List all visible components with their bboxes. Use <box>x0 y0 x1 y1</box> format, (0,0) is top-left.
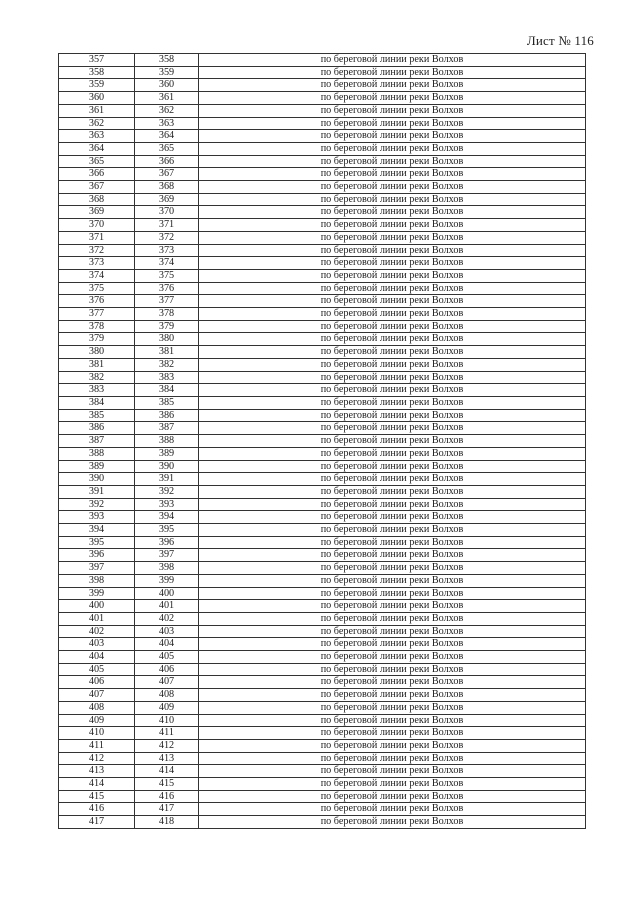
to-point-cell: 394 <box>135 511 199 524</box>
from-point-cell: 376 <box>59 295 135 308</box>
to-point-cell: 396 <box>135 536 199 549</box>
from-point-cell: 390 <box>59 473 135 486</box>
description-cell: по береговой линии реки Волхов <box>199 371 586 384</box>
to-point-cell: 361 <box>135 92 199 105</box>
table-row <box>59 269 586 282</box>
to-point-cell: 387 <box>135 422 199 435</box>
from-point-cell: 399 <box>59 587 135 600</box>
description-cell: по береговой линии реки Волхов <box>199 600 586 613</box>
to-point-cell: 414 <box>135 765 199 778</box>
from-point-cell: 373 <box>59 257 135 270</box>
table-row <box>59 320 586 333</box>
table-row <box>59 651 586 664</box>
from-point-cell: 374 <box>59 269 135 282</box>
table-row <box>59 155 586 168</box>
table-row <box>59 295 586 308</box>
description-cell: по береговой линии реки Волхов <box>199 54 586 67</box>
to-point-cell: 411 <box>135 727 199 740</box>
from-point-cell: 393 <box>59 511 135 524</box>
table-row <box>59 524 586 537</box>
table-row <box>59 358 586 371</box>
from-point-cell: 362 <box>59 117 135 130</box>
description-cell: по береговой линии реки Волхов <box>199 142 586 155</box>
to-point-cell: 359 <box>135 66 199 79</box>
to-point-cell: 380 <box>135 333 199 346</box>
from-point-cell: 408 <box>59 701 135 714</box>
description-cell: по береговой линии реки Волхов <box>199 346 586 359</box>
table-row <box>59 193 586 206</box>
table-row <box>59 701 586 714</box>
from-point-cell: 394 <box>59 524 135 537</box>
to-point-cell: 399 <box>135 574 199 587</box>
to-point-cell: 389 <box>135 447 199 460</box>
from-point-cell: 358 <box>59 66 135 79</box>
table-row <box>59 676 586 689</box>
to-point-cell: 397 <box>135 549 199 562</box>
description-cell: по береговой линии реки Волхов <box>199 193 586 206</box>
to-point-cell: 409 <box>135 701 199 714</box>
table-row <box>59 460 586 473</box>
from-point-cell: 413 <box>59 765 135 778</box>
from-point-cell: 396 <box>59 549 135 562</box>
to-point-cell: 417 <box>135 803 199 816</box>
description-cell: по береговой линии реки Волхов <box>199 181 586 194</box>
table-row <box>59 778 586 791</box>
table-row <box>59 498 586 511</box>
table-row <box>59 422 586 435</box>
sheet-number: Лист № 116 <box>526 33 594 48</box>
table-row <box>59 384 586 397</box>
from-point-cell: 401 <box>59 612 135 625</box>
to-point-cell: 412 <box>135 739 199 752</box>
description-cell: по береговой линии реки Волхов <box>199 651 586 664</box>
from-point-cell: 398 <box>59 574 135 587</box>
to-point-cell: 377 <box>135 295 199 308</box>
to-point-cell: 406 <box>135 663 199 676</box>
description-cell: по береговой линии реки Волхов <box>199 701 586 714</box>
to-point-cell: 410 <box>135 714 199 727</box>
table-row <box>59 485 586 498</box>
description-cell: по береговой линии реки Волхов <box>199 587 586 600</box>
description-cell: по береговой линии реки Волхов <box>199 612 586 625</box>
from-point-cell: 405 <box>59 663 135 676</box>
description-cell: по береговой линии реки Волхов <box>199 358 586 371</box>
from-point-cell: 416 <box>59 803 135 816</box>
table-row <box>59 92 586 105</box>
description-cell: по береговой линии реки Волхов <box>199 689 586 702</box>
to-point-cell: 382 <box>135 358 199 371</box>
description-cell: по береговой линии реки Волхов <box>199 231 586 244</box>
to-point-cell: 371 <box>135 219 199 232</box>
description-cell: по береговой линии реки Волхов <box>199 396 586 409</box>
table-row <box>59 536 586 549</box>
table-row <box>59 752 586 765</box>
description-cell: по береговой линии реки Волхов <box>199 562 586 575</box>
to-point-cell: 370 <box>135 206 199 219</box>
table-row <box>59 612 586 625</box>
from-point-cell: 412 <box>59 752 135 765</box>
table-row <box>59 625 586 638</box>
to-point-cell: 383 <box>135 371 199 384</box>
from-point-cell: 357 <box>59 54 135 67</box>
from-point-cell: 404 <box>59 651 135 664</box>
to-point-cell: 375 <box>135 269 199 282</box>
description-cell: по береговой линии реки Волхов <box>199 130 586 143</box>
description-cell: по береговой линии реки Волхов <box>199 473 586 486</box>
from-point-cell: 409 <box>59 714 135 727</box>
description-cell: по береговой линии реки Волхов <box>199 104 586 117</box>
description-cell: по береговой линии реки Волхов <box>199 752 586 765</box>
to-point-cell: 386 <box>135 409 199 422</box>
from-point-cell: 389 <box>59 460 135 473</box>
to-point-cell: 390 <box>135 460 199 473</box>
table-row <box>59 231 586 244</box>
to-point-cell: 418 <box>135 816 199 829</box>
to-point-cell: 376 <box>135 282 199 295</box>
table-row <box>59 638 586 651</box>
to-point-cell: 363 <box>135 117 199 130</box>
from-point-cell: 406 <box>59 676 135 689</box>
table-row <box>59 206 586 219</box>
table-row <box>59 79 586 92</box>
description-cell: по береговой линии реки Волхов <box>199 778 586 791</box>
to-point-cell: 400 <box>135 587 199 600</box>
table-row <box>59 142 586 155</box>
boundary-description-table <box>58 53 586 829</box>
from-point-cell: 372 <box>59 244 135 257</box>
description-cell: по береговой линии реки Волхов <box>199 320 586 333</box>
to-point-cell: 402 <box>135 612 199 625</box>
from-point-cell: 365 <box>59 155 135 168</box>
description-cell: по береговой линии реки Волхов <box>199 447 586 460</box>
from-point-cell: 361 <box>59 104 135 117</box>
description-cell: по береговой линии реки Волхов <box>199 269 586 282</box>
table-row <box>59 739 586 752</box>
table-row <box>59 765 586 778</box>
description-cell: по береговой линии реки Волхов <box>199 765 586 778</box>
from-point-cell: 371 <box>59 231 135 244</box>
from-point-cell: 415 <box>59 790 135 803</box>
description-cell: по береговой линии реки Волхов <box>199 117 586 130</box>
to-point-cell: 403 <box>135 625 199 638</box>
from-point-cell: 377 <box>59 308 135 321</box>
to-point-cell: 362 <box>135 104 199 117</box>
description-cell: по береговой линии реки Волхов <box>199 460 586 473</box>
description-cell: по береговой линии реки Волхов <box>199 155 586 168</box>
description-cell: по береговой линии реки Волхов <box>199 727 586 740</box>
to-point-cell: 384 <box>135 384 199 397</box>
description-cell: по береговой линии реки Волхов <box>199 219 586 232</box>
to-point-cell: 408 <box>135 689 199 702</box>
from-point-cell: 417 <box>59 816 135 829</box>
table-row <box>59 282 586 295</box>
to-point-cell: 358 <box>135 54 199 67</box>
table-row <box>59 168 586 181</box>
from-point-cell: 397 <box>59 562 135 575</box>
table-row <box>59 562 586 575</box>
from-point-cell: 383 <box>59 384 135 397</box>
from-point-cell: 366 <box>59 168 135 181</box>
from-point-cell: 380 <box>59 346 135 359</box>
from-point-cell: 400 <box>59 600 135 613</box>
from-point-cell: 402 <box>59 625 135 638</box>
table-row <box>59 396 586 409</box>
to-point-cell: 391 <box>135 473 199 486</box>
from-point-cell: 403 <box>59 638 135 651</box>
description-cell: по береговой линии реки Волхов <box>199 676 586 689</box>
description-cell: по береговой линии реки Волхов <box>199 282 586 295</box>
from-point-cell: 378 <box>59 320 135 333</box>
table-row <box>59 257 586 270</box>
to-point-cell: 374 <box>135 257 199 270</box>
description-cell: по береговой линии реки Волхов <box>199 257 586 270</box>
description-cell: по береговой линии реки Волхов <box>199 549 586 562</box>
from-point-cell: 386 <box>59 422 135 435</box>
from-point-cell: 384 <box>59 396 135 409</box>
description-cell: по береговой линии реки Волхов <box>199 574 586 587</box>
from-point-cell: 367 <box>59 181 135 194</box>
from-point-cell: 360 <box>59 92 135 105</box>
description-cell: по береговой линии реки Волхов <box>199 66 586 79</box>
from-point-cell: 388 <box>59 447 135 460</box>
to-point-cell: 407 <box>135 676 199 689</box>
description-cell: по береговой линии реки Волхов <box>199 92 586 105</box>
from-point-cell: 411 <box>59 739 135 752</box>
description-cell: по береговой линии реки Волхов <box>199 663 586 676</box>
table-row <box>59 600 586 613</box>
to-point-cell: 401 <box>135 600 199 613</box>
to-point-cell: 398 <box>135 562 199 575</box>
from-point-cell: 382 <box>59 371 135 384</box>
from-point-cell: 414 <box>59 778 135 791</box>
from-point-cell: 392 <box>59 498 135 511</box>
to-point-cell: 368 <box>135 181 199 194</box>
table-body <box>59 54 586 829</box>
description-cell: по береговой линии реки Волхов <box>199 79 586 92</box>
to-point-cell: 405 <box>135 651 199 664</box>
to-point-cell: 416 <box>135 790 199 803</box>
description-cell: по береговой линии реки Волхов <box>199 498 586 511</box>
table-row <box>59 727 586 740</box>
description-cell: по береговой линии реки Волхов <box>199 816 586 829</box>
description-cell: по береговой линии реки Волхов <box>199 409 586 422</box>
table-row <box>59 447 586 460</box>
table-row <box>59 473 586 486</box>
table-row <box>59 181 586 194</box>
to-point-cell: 360 <box>135 79 199 92</box>
table-row <box>59 714 586 727</box>
table-row <box>59 816 586 829</box>
table-row <box>59 54 586 67</box>
to-point-cell: 367 <box>135 168 199 181</box>
table-row <box>59 689 586 702</box>
table-row <box>59 244 586 257</box>
table-row <box>59 333 586 346</box>
table-row <box>59 104 586 117</box>
from-point-cell: 368 <box>59 193 135 206</box>
description-cell: по береговой линии реки Волхов <box>199 435 586 448</box>
to-point-cell: 395 <box>135 524 199 537</box>
description-cell: по береговой линии реки Волхов <box>199 511 586 524</box>
description-cell: по береговой линии реки Волхов <box>199 714 586 727</box>
to-point-cell: 404 <box>135 638 199 651</box>
table-row <box>59 66 586 79</box>
from-point-cell: 391 <box>59 485 135 498</box>
description-cell: по береговой линии реки Волхов <box>199 168 586 181</box>
table-row <box>59 435 586 448</box>
from-point-cell: 379 <box>59 333 135 346</box>
to-point-cell: 381 <box>135 346 199 359</box>
description-cell: по береговой линии реки Волхов <box>199 244 586 257</box>
description-cell: по береговой линии реки Волхов <box>199 625 586 638</box>
from-point-cell: 410 <box>59 727 135 740</box>
table-row <box>59 219 586 232</box>
from-point-cell: 359 <box>59 79 135 92</box>
description-cell: по береговой линии реки Волхов <box>199 295 586 308</box>
description-cell: по береговой линии реки Волхов <box>199 638 586 651</box>
table-row <box>59 587 586 600</box>
from-point-cell: 364 <box>59 142 135 155</box>
to-point-cell: 379 <box>135 320 199 333</box>
description-cell: по береговой линии реки Волхов <box>199 524 586 537</box>
description-cell: по береговой линии реки Волхов <box>199 739 586 752</box>
table-row <box>59 117 586 130</box>
to-point-cell: 388 <box>135 435 199 448</box>
table-row <box>59 574 586 587</box>
to-point-cell: 413 <box>135 752 199 765</box>
table-row <box>59 130 586 143</box>
description-cell: по береговой линии реки Волхов <box>199 422 586 435</box>
from-point-cell: 387 <box>59 435 135 448</box>
table-row <box>59 371 586 384</box>
to-point-cell: 385 <box>135 396 199 409</box>
from-point-cell: 370 <box>59 219 135 232</box>
table-row <box>59 790 586 803</box>
from-point-cell: 385 <box>59 409 135 422</box>
table-row <box>59 663 586 676</box>
from-point-cell: 363 <box>59 130 135 143</box>
description-cell: по береговой линии реки Волхов <box>199 308 586 321</box>
from-point-cell: 381 <box>59 358 135 371</box>
to-point-cell: 364 <box>135 130 199 143</box>
description-cell: по береговой линии реки Волхов <box>199 485 586 498</box>
to-point-cell: 415 <box>135 778 199 791</box>
table-row <box>59 308 586 321</box>
from-point-cell: 375 <box>59 282 135 295</box>
to-point-cell: 393 <box>135 498 199 511</box>
description-cell: по береговой линии реки Волхов <box>199 333 586 346</box>
description-cell: по береговой линии реки Волхов <box>199 384 586 397</box>
to-point-cell: 392 <box>135 485 199 498</box>
description-cell: по береговой линии реки Волхов <box>199 790 586 803</box>
to-point-cell: 372 <box>135 231 199 244</box>
table-row <box>59 346 586 359</box>
from-point-cell: 395 <box>59 536 135 549</box>
table-row <box>59 409 586 422</box>
to-point-cell: 365 <box>135 142 199 155</box>
description-cell: по береговой линии реки Волхов <box>199 206 586 219</box>
to-point-cell: 378 <box>135 308 199 321</box>
to-point-cell: 366 <box>135 155 199 168</box>
description-cell: по береговой линии реки Волхов <box>199 803 586 816</box>
from-point-cell: 369 <box>59 206 135 219</box>
table-row <box>59 803 586 816</box>
table-row <box>59 511 586 524</box>
table-row <box>59 549 586 562</box>
description-cell: по береговой линии реки Волхов <box>199 536 586 549</box>
to-point-cell: 369 <box>135 193 199 206</box>
from-point-cell: 407 <box>59 689 135 702</box>
to-point-cell: 373 <box>135 244 199 257</box>
